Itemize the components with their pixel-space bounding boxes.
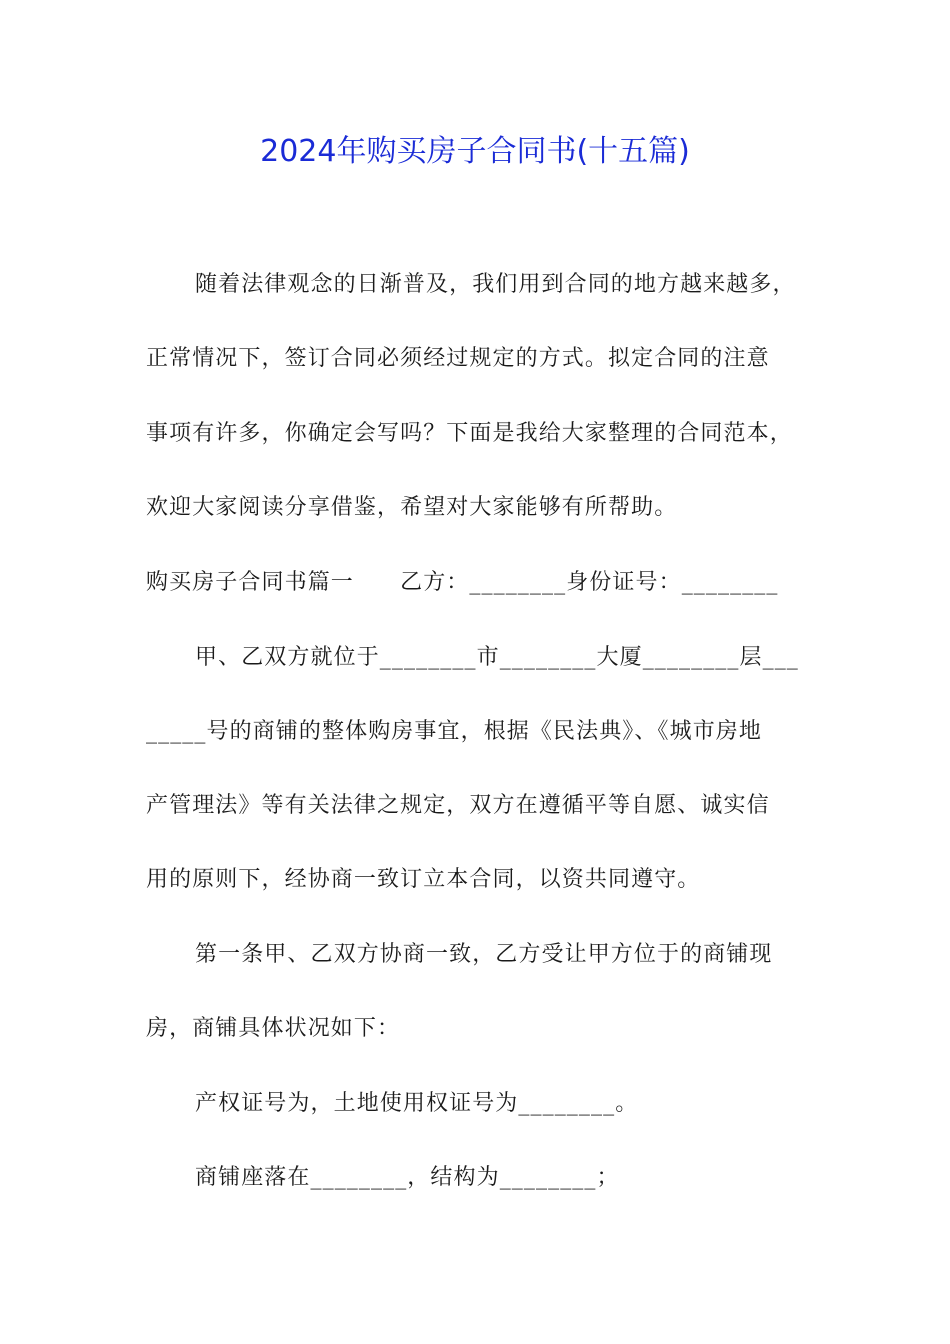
paragraph-line: 房，商铺具体状况如下： [146,1016,401,1041]
paragraph-line: 正常情况下，签订合同必须经过规定的方式。拟定合同的注意 [146,346,770,371]
paragraph-line: 产管理法》等有关法律之规定，双方在遵循平等自愿、诚实信 [146,793,770,818]
section-heading-line: 购买房子合同书篇一 乙方：________身份证号：________ [146,570,779,595]
document-title: 2024年购买房子合同书(十五篇) [260,134,690,169]
paragraph-line: 产权证号为，土地使用权证号为________。 [195,1091,639,1116]
paragraph-line: 甲、乙双方就位于________市________大厦________层___ [195,645,799,670]
paragraph-line: _____号的商铺的整体购房事宜，根据《民法典》、《城市房地 [146,719,763,744]
paragraph-line: 随着法律观念的日渐普及，我们用到合同的地方越来越多， [195,272,796,297]
paragraph-line: 用的原则下，经协商一致订立本合同，以资共同遵守。 [146,867,701,892]
paragraph-line: 第一条甲、乙双方协商一致，乙方受让甲方位于的商铺现 [195,942,773,967]
paragraph-line: 商铺座落在________，结构为________； [195,1165,620,1190]
paragraph-line: 事项有许多，你确定会写吗？下面是我给大家整理的合同范本， [146,421,793,446]
paragraph-line: 欢迎大家阅读分享借鉴，希望对大家能够有所帮助。 [146,495,678,520]
